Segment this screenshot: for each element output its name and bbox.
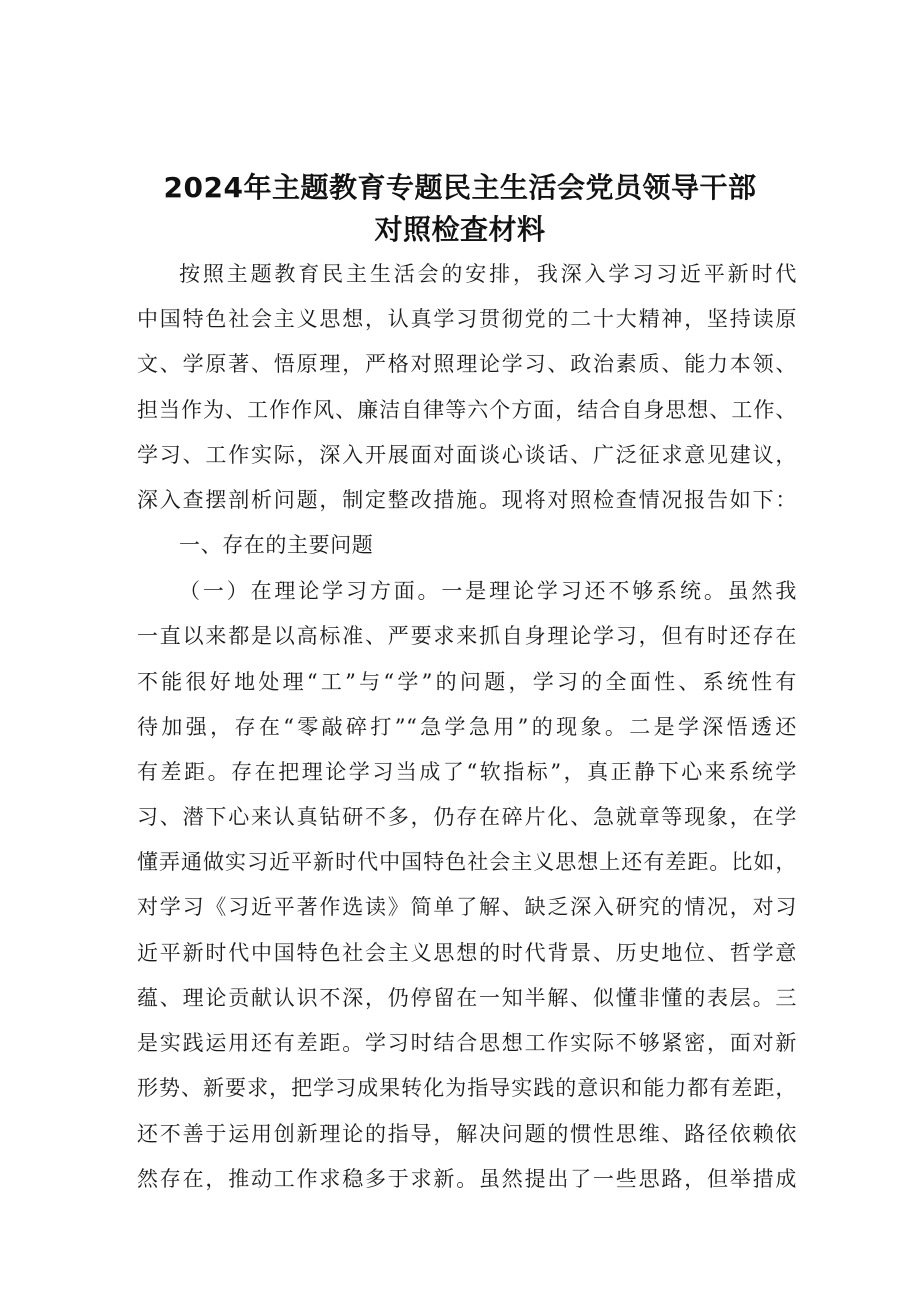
section-paragraph-line: 形势、新要求，把学习成果转化为指导实践的意识和能力都有差距，: [137, 1076, 797, 1100]
section-paragraph-line: 蕴、理论贡献认识不深，仍停留在一知半解、似懂非懂的表层。三: [137, 986, 797, 1010]
section-paragraph-line: 是实践运用还有差距。学习时结合思想工作实际不够紧密，面对新: [137, 1031, 797, 1055]
section-heading: 一、存在的主要问题: [179, 533, 374, 557]
section-paragraph-line: 懂弄通做实习近平新时代中国特色社会主义思想上还有差距。比如，: [137, 850, 797, 874]
section-paragraph-line: 有差距。存在把理论学习当成了“软指标”，真正静下心来系统学: [137, 760, 797, 784]
section-paragraph-line: 待加强，存在“零敲碎打”“急学急用”的现象。二是学深悟透还: [137, 715, 797, 739]
section-paragraph-line: 不能很好地处理“工”与“学”的问题，学习的全面性、系统性有: [137, 670, 797, 694]
section-paragraph-line: 近平新时代中国特色社会主义思想的时代背景、历史地位、哲学意: [137, 941, 797, 965]
intro-paragraph-line: 中国特色社会主义思想，认真学习贯彻党的二十大精神，坚持读原: [137, 307, 797, 331]
intro-paragraph-line: 按照主题教育民主生活会的安排，我深入学习习近平新时代: [179, 262, 797, 286]
section-paragraph-line: 还不善于运用创新理论的指导，解决问题的惯性思维、路径依赖依: [137, 1122, 797, 1146]
intro-paragraph-line: 学习、工作实际，深入开展面对面谈心谈话、广泛征求意见建议，: [137, 443, 797, 467]
intro-paragraph-line: 担当作为、工作作风、廉洁自律等六个方面，结合自身思想、工作、: [137, 398, 797, 422]
section-paragraph-line: （一）在理论学习方面。一是理论学习还不够系统。虽然我: [179, 579, 797, 603]
intro-paragraph-line: 深入查摆剖析问题，制定整改措施。现将对照检查情况报告如下：: [137, 488, 797, 512]
document-title-line-2: 对照检查材料: [374, 213, 546, 246]
section-paragraph-line: 然存在，推动工作求稳多于求新。虽然提出了一些思路，但举措成: [137, 1167, 797, 1191]
section-paragraph-line: 习、潜下心来认真钻研不多，仍存在碎片化、急就章等现象，在学: [137, 805, 797, 829]
intro-paragraph-line: 文、学原著、悟原理，严格对照理论学习、政治素质、能力本领、: [137, 352, 797, 376]
section-paragraph-line: 对学习《习近平著作选读》简单了解、缺乏深入研究的情况，对习: [137, 895, 797, 919]
document-title-line-1: 2024年主题教育专题民主生活会党员领导干部: [163, 171, 757, 204]
section-paragraph-line: 一直以来都是以高标准、严要求来抓自身理论学习，但有时还存在: [137, 624, 797, 648]
